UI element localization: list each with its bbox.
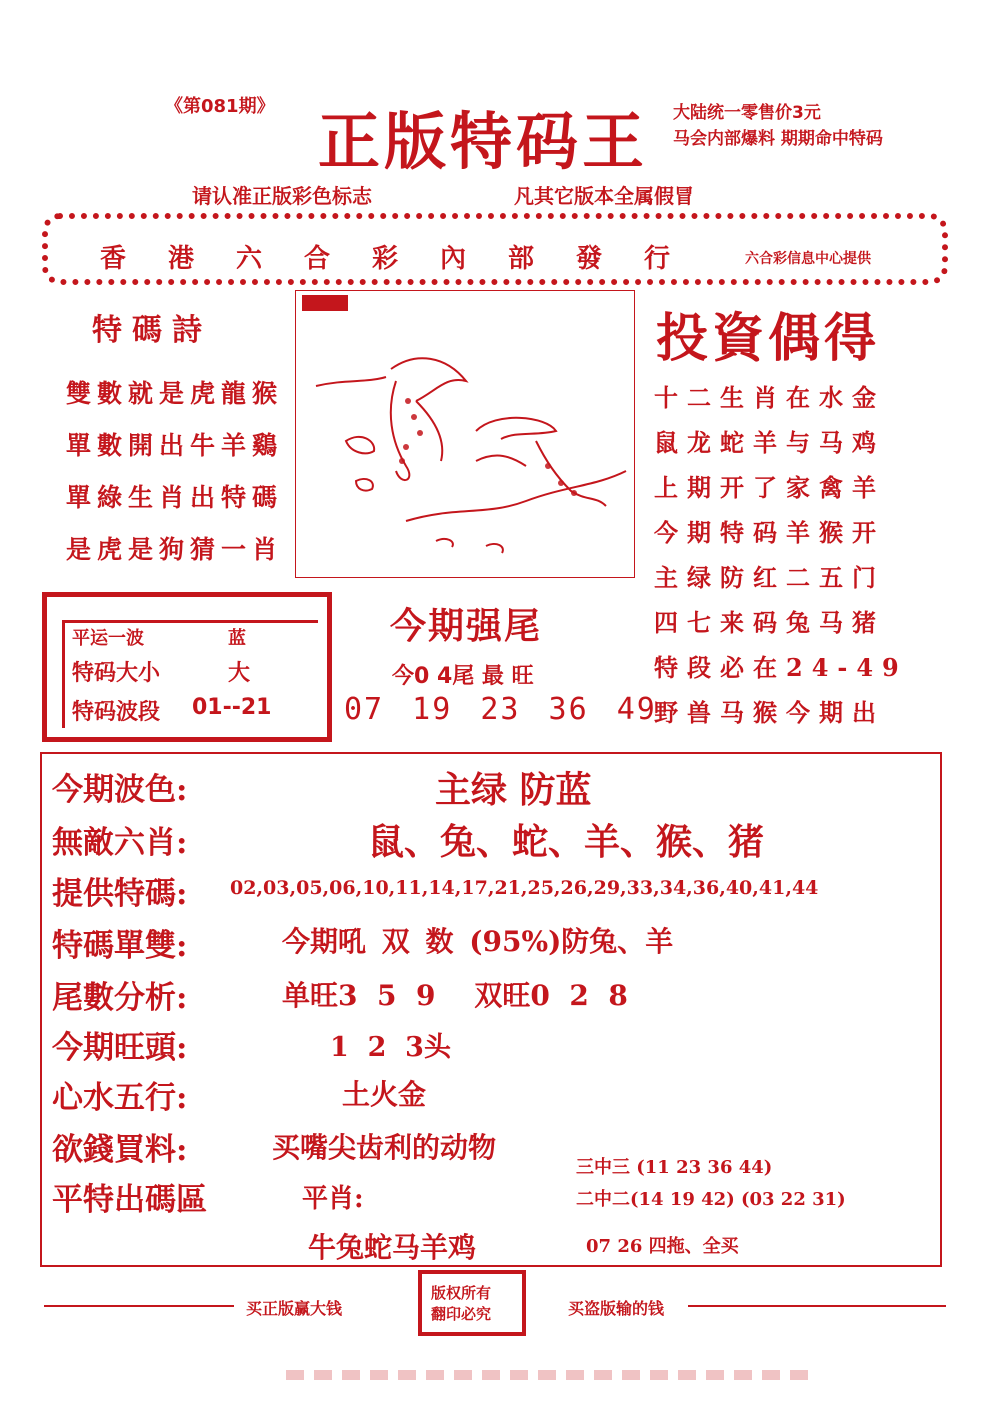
oddeven-value: 今期吼 双 数 (95%)防兔、羊 bbox=[282, 925, 674, 958]
invest-line: 上期开了家禽羊 bbox=[654, 473, 885, 502]
footer-rule-left bbox=[44, 1305, 234, 1307]
tip-text: 马会内部爆料 期期命中特码 bbox=[673, 129, 883, 149]
poem-title: 特碼詩 bbox=[92, 313, 212, 348]
poem-line: 單數開出牛羊鷄 bbox=[66, 431, 284, 460]
tail-value: 单旺3 5 9 双旺0 2 8 bbox=[282, 979, 628, 1012]
wave-value: 蓝 bbox=[228, 628, 246, 649]
footer-left-text: 买正版赢大钱 bbox=[246, 1299, 343, 1318]
price-text: 大陆统一零售价3元 bbox=[673, 103, 821, 123]
invest-line: 鼠龙蛇羊与马鸡 bbox=[654, 428, 885, 457]
color-value: 主绿 防蓝 bbox=[435, 769, 592, 811]
page-title: 正版特码王 bbox=[318, 105, 649, 178]
strong-tail-line: 今0 4尾 最 旺 bbox=[392, 664, 534, 689]
special-label: 提供特碼: bbox=[52, 876, 188, 912]
footer-right-text: 买盗版输的钱 bbox=[568, 1299, 665, 1318]
flat-label: 平特出碼區 bbox=[52, 1182, 207, 1218]
tail-label: 尾數分析: bbox=[52, 980, 188, 1016]
recognize-notice: 请认准正版彩色标志 bbox=[192, 184, 372, 208]
faint-bleed-text bbox=[286, 1370, 816, 1380]
poem-line: 單綠生肖出特碼 bbox=[66, 483, 284, 512]
footer-rule-right bbox=[688, 1305, 946, 1307]
invest-line: 四七来码兔马猪 bbox=[654, 608, 885, 637]
special-value: 02,03,05,06,10,11,14,17,21,25,26,29,33,34,36,40,41,44 bbox=[230, 877, 819, 899]
poem-line: 是虎是狗猜一肖 bbox=[66, 535, 284, 564]
three-of-three: 三中三 (11 23 36 44) bbox=[576, 1157, 773, 1178]
element-value: 土火金 bbox=[342, 1078, 427, 1111]
two-of-two: 二中二(14 19 42) (03 22 31) bbox=[576, 1189, 846, 1210]
strong-tail-numbers: 07 19 23 36 49 bbox=[344, 692, 657, 727]
invest-line: 野兽马猴今期出 bbox=[654, 698, 885, 727]
flat-sub-label: 平肖: bbox=[302, 1184, 364, 1214]
banner-provider: 六合彩信息中心提供 bbox=[745, 251, 871, 267]
element-label: 心水五行: bbox=[52, 1080, 188, 1116]
invest-line: 今期特码羊猴开 bbox=[654, 518, 885, 547]
copyright-line: 翻印必究 bbox=[431, 1305, 492, 1323]
banner-title: 香港六合彩內部發行 bbox=[100, 244, 713, 274]
head-label: 今期旺頭: bbox=[52, 1030, 188, 1066]
six-label: 無敵六肖: bbox=[52, 825, 188, 861]
invest-line: 特段必在24-49 bbox=[654, 653, 908, 682]
six-value: 鼠、兔、蛇、羊、猴、猪 bbox=[368, 821, 765, 863]
range-value: 01--21 bbox=[192, 695, 272, 720]
money-value: 买嘴尖齿利的动物 bbox=[272, 1131, 497, 1164]
color-label: 今期波色: bbox=[52, 772, 188, 808]
issue-number: 《第081期》 bbox=[165, 96, 275, 117]
money-label: 欲錢買料: bbox=[52, 1132, 188, 1168]
dragon-illustration bbox=[296, 291, 633, 576]
size-label: 特码大小 bbox=[72, 661, 161, 686]
tow-value: 07 26 四拖、全买 bbox=[586, 1236, 739, 1257]
poem-line: 雙數就是虎龍猴 bbox=[66, 379, 284, 408]
invest-title: 投資偶得 bbox=[656, 308, 881, 369]
wave-label: 平运一波 bbox=[72, 628, 144, 649]
copyright-line: 版权所有 bbox=[431, 1284, 492, 1302]
invest-line: 主绿防红二五门 bbox=[654, 563, 885, 592]
head-value: 1 2 3头 bbox=[330, 1032, 451, 1063]
dragon-picture bbox=[295, 290, 635, 578]
range-label: 特码波段 bbox=[72, 700, 161, 725]
flat-zodiac: 牛兔蛇马羊鸡 bbox=[308, 1231, 477, 1264]
invest-line: 十二生肖在水金 bbox=[654, 383, 885, 412]
strong-tail-title: 今期强尾 bbox=[390, 605, 543, 647]
fake-notice: 凡其它版本全属假冒 bbox=[514, 184, 694, 208]
artist-seal bbox=[302, 295, 348, 311]
size-value: 大 bbox=[228, 661, 251, 686]
oddeven-label: 特碼單雙: bbox=[52, 928, 188, 964]
